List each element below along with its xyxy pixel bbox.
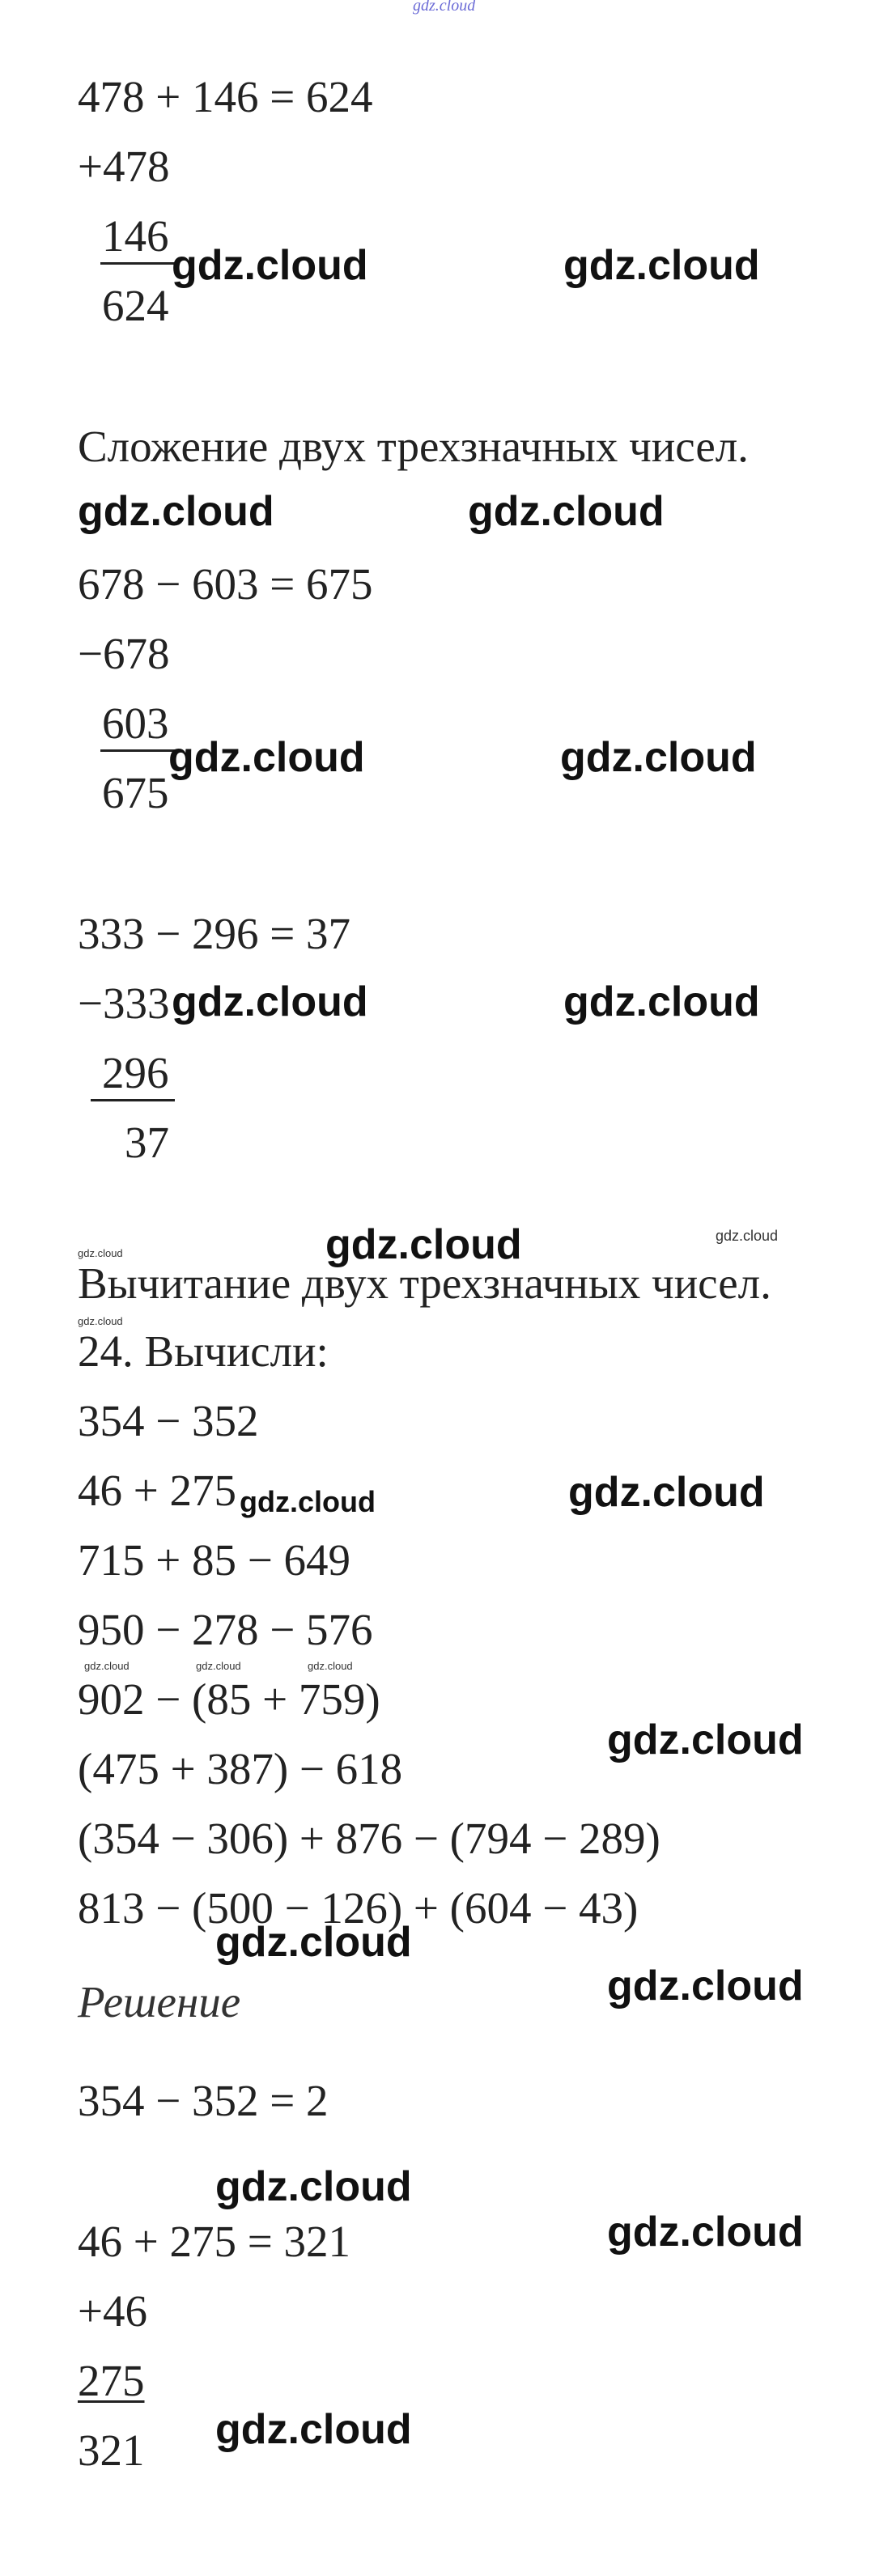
subtraction-2-column-result: 37	[125, 1118, 169, 1167]
watermark: gdz.cloud	[215, 2406, 412, 2453]
exercise-heading: 24. Вычисли:	[78, 1326, 329, 1376]
watermark: gdz.cloud	[607, 2209, 804, 2256]
watermark: gdz.cloud	[172, 978, 368, 1025]
solution-column-result: 321	[78, 2425, 145, 2475]
exercise-item: 354 − 352	[78, 1396, 259, 1445]
watermark: gdz.cloud	[607, 1963, 804, 2009]
solution-column-second: 275	[78, 2356, 145, 2405]
addition-caption: Сложение двух трехзначных чисел.	[78, 422, 749, 471]
solution-line: 354 − 352 = 2	[78, 2076, 329, 2125]
watermark: gdz.cloud	[172, 242, 368, 289]
subtraction-1-column-result: 675	[102, 768, 169, 817]
solution-line: 46 + 275 = 321	[78, 2217, 351, 2266]
small-watermark: gdz.cloud	[196, 1660, 241, 1672]
watermark: gdz.cloud	[78, 488, 274, 535]
exercise-item: (354 − 306) + 876 − (794 − 289)	[78, 1814, 661, 1863]
small-watermark: gdz.cloud	[78, 1315, 123, 1327]
watermark: gdz.cloud	[568, 1469, 765, 1516]
watermark: gdz.cloud	[563, 242, 760, 289]
addition-column-top: +478	[78, 142, 170, 191]
solution-heading: Решение	[78, 1977, 241, 2026]
watermark: gdz.cloud	[607, 1717, 804, 1763]
top-watermark: gdz.cloud	[413, 0, 476, 15]
watermark: gdz.cloud	[563, 978, 760, 1025]
addition-equation: 478 + 146 = 624	[78, 72, 373, 121]
addition-column-second: 146	[102, 211, 169, 261]
watermark: gdz.cloud	[468, 488, 665, 535]
subtraction-2-column-second: 296	[102, 1048, 169, 1097]
subtraction-caption: Вычитание двух трехзначных чисел.	[78, 1258, 771, 1308]
watermark: gdz.cloud	[240, 1485, 376, 1518]
exercise-item: 813 − (500 − 126) + (604 − 43)	[78, 1883, 639, 1933]
solution-column-top: +46	[78, 2286, 148, 2336]
small-watermark: gdz.cloud	[308, 1660, 353, 1672]
exercise-item: 950 − 278 − 576	[78, 1605, 373, 1654]
subtraction-1-column-top: −678	[78, 629, 170, 678]
addition-column-line	[100, 262, 175, 265]
exercise-item: 46 + 275	[78, 1466, 237, 1515]
subtraction-1-equation: 678 − 603 = 675	[78, 559, 373, 609]
watermark: gdz.cloud	[215, 1919, 412, 1966]
addition-column-result: 624	[102, 281, 169, 330]
small-watermark: gdz.cloud	[84, 1660, 130, 1672]
watermark: gdz.cloud	[325, 1221, 522, 1268]
exercise-item: 902 − (85 + 759)	[78, 1674, 380, 1724]
exercise-item: 715 + 85 − 649	[78, 1535, 351, 1585]
subtraction-1-column-line	[100, 749, 175, 752]
watermark: gdz.cloud	[215, 2163, 412, 2210]
small-watermark: gdz.cloud	[716, 1228, 779, 1244]
subtraction-2-column-line	[91, 1099, 175, 1101]
watermark: gdz.cloud	[168, 734, 365, 781]
subtraction-2-column-top: −333	[78, 978, 170, 1028]
subtraction-1-column-second: 603	[102, 698, 169, 748]
small-watermark: gdz.cloud	[78, 1247, 123, 1259]
watermark: gdz.cloud	[560, 734, 757, 781]
subtraction-2-equation: 333 − 296 = 37	[78, 909, 351, 958]
exercise-item: (475 + 387) − 618	[78, 1744, 403, 1793]
